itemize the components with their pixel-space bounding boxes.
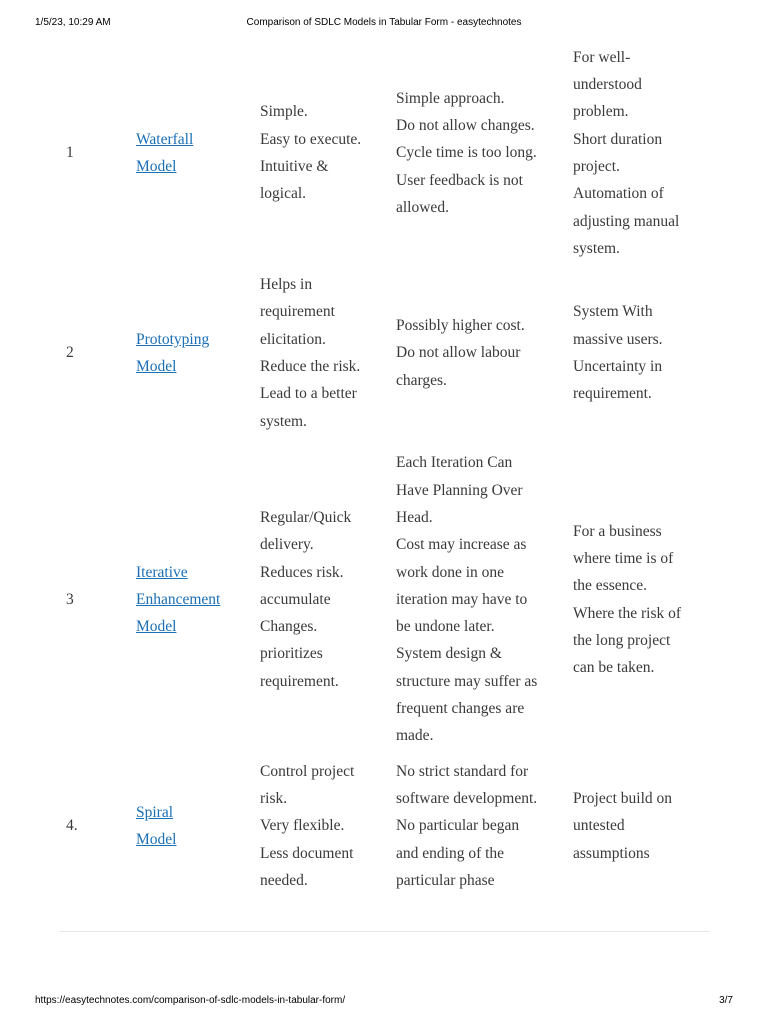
row-number: 3 [66, 590, 74, 608]
table-row [60, 442, 710, 757]
table-row [60, 757, 710, 895]
model-link-waterfall[interactable]: Waterfall Model [136, 130, 194, 175]
uses-cell: System With massive users. Uncertainty in requirement. [573, 303, 663, 403]
comparison-table [60, 42, 710, 895]
row-number: 2 [66, 344, 74, 362]
uses-cell: For well- understood problem. Short duration project. Automation of adjusting manual system. [573, 48, 680, 257]
print-footer [35, 995, 733, 1009]
disadvantages-cell: Possibly higher cost. Do not allow labour charges. [396, 317, 525, 389]
disadvantages-cell: No strict standard for software development. No particular began and ending of the particular phase [396, 762, 538, 889]
page-url: https://easytechnotes.com/comparison-of-sdlc-models-in-tabular-form/ [35, 995, 346, 1006]
print-date: 1/5/23, 10:29 AM [35, 17, 111, 28]
advantages-cell: Helps in requirement elicitation. Reduce the risk. Lead to a better system. [260, 276, 361, 430]
row-number: 4. [66, 817, 78, 835]
disadvantages-cell: Each Iteration Can Have Planning Over Head. Cost may increase as work done in one iteration may have to be undone later. System design & structure may suffer as frequent changes are made. [396, 454, 538, 745]
model-link-iterative-enhancement[interactable]: Iterative Enhancement Model [136, 563, 221, 636]
advantages-cell: Control project risk. Very flexible. Less document needed. [260, 762, 355, 889]
page-number: 3/7 [719, 995, 733, 1006]
section-divider [60, 931, 710, 932]
model-link-spiral[interactable]: Spiral Model [136, 803, 177, 848]
disadvantages-cell: Simple approach. Do not allow changes. Cycle time is too long. User feedback is not allowed. [396, 89, 537, 216]
row-number: 1 [66, 144, 74, 162]
model-cell [128, 42, 256, 264]
sdlc-comparison-table [60, 42, 710, 895]
page-title: Comparison of SDLC Models in Tabular Form - easytechnotes [246, 17, 522, 28]
print-header [35, 17, 733, 31]
model-link-prototyping[interactable]: Prototyping Model [136, 330, 210, 375]
model-cell [128, 442, 256, 757]
advantages-cell: Simple. Easy to execute. Intuitive & logical. [260, 103, 362, 203]
advantages-cell: Regular/Quick delivery. Reduces risk. accumulate Changes. prioritizes requirement. [260, 508, 352, 690]
table-row [60, 264, 710, 442]
uses-cell: Project build on untested assumptions [573, 790, 673, 862]
model-cell [128, 264, 256, 442]
model-cell [128, 757, 256, 895]
table-row [60, 42, 710, 264]
uses-cell: For a business where time is of the essence. Where the risk of the long project can be taken. [573, 522, 682, 677]
